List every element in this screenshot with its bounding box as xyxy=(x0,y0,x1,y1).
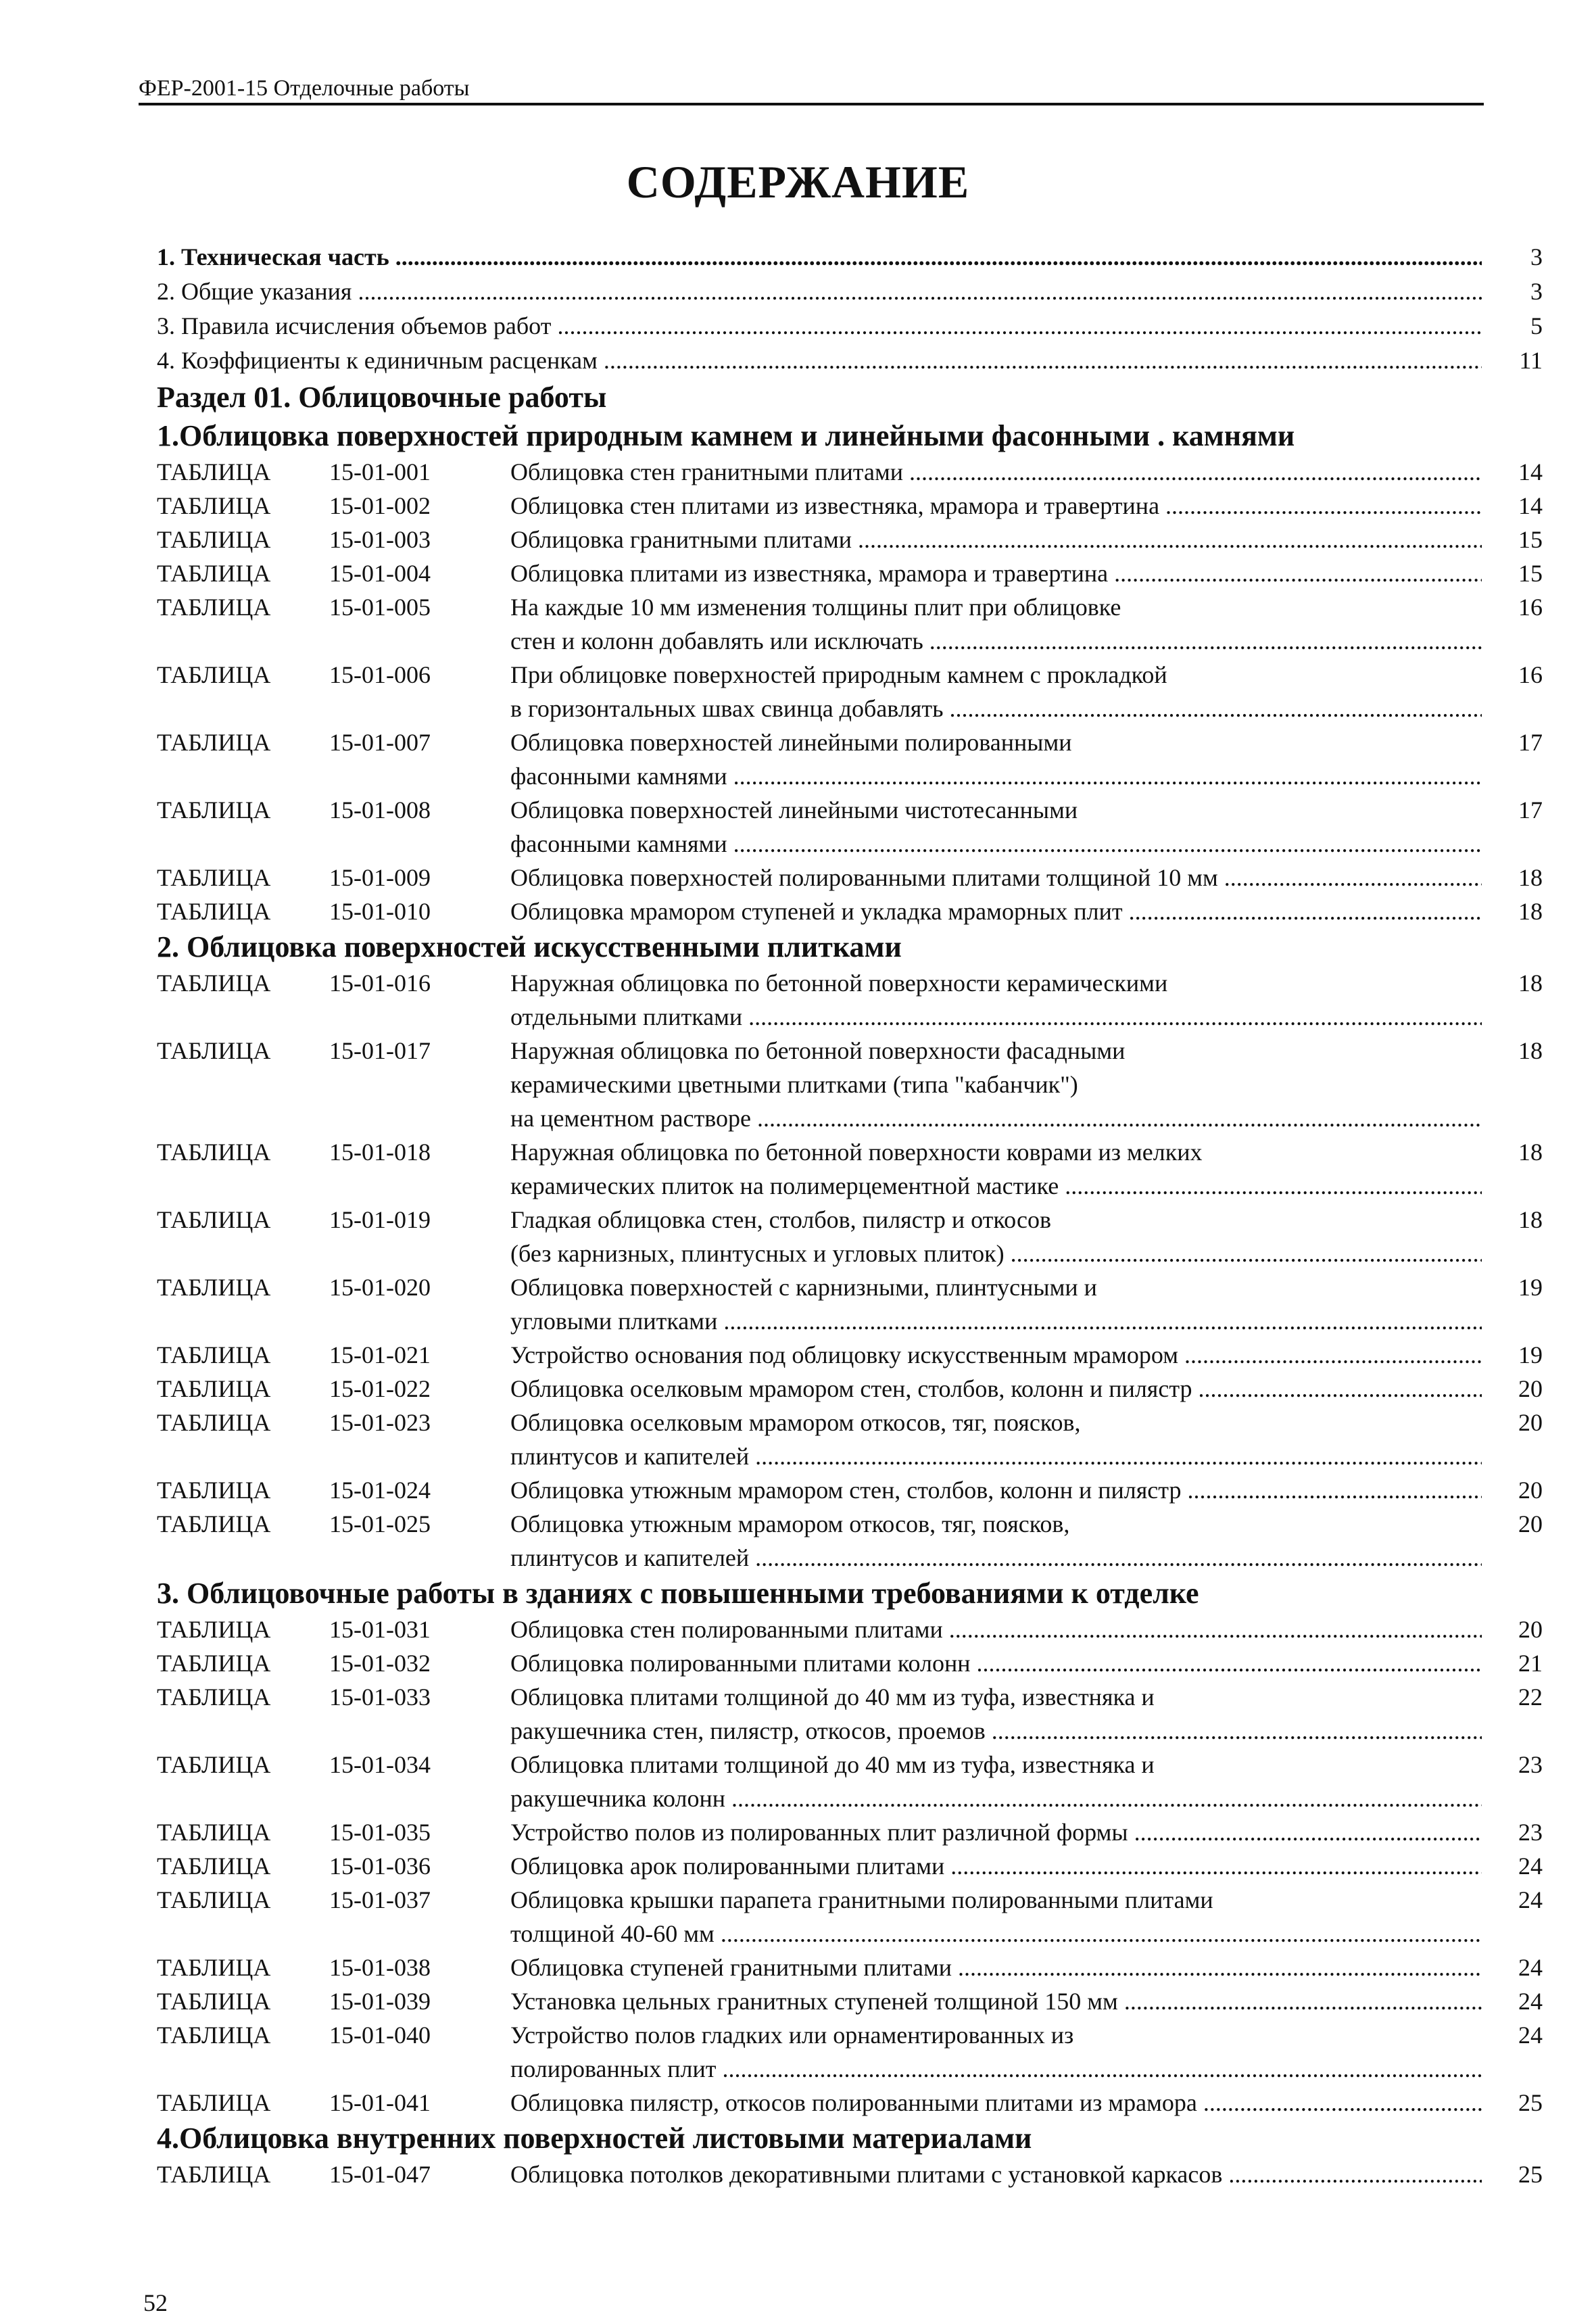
table-page: 23 xyxy=(1518,1819,1543,1846)
table-code: 15-01-003 xyxy=(329,526,431,553)
toc-table-entry[interactable] xyxy=(157,658,1543,725)
toc-table-entry[interactable] xyxy=(157,793,1543,861)
group-heading: 4.Облицовка внутренних поверхностей листовыми материалами xyxy=(157,2122,1032,2155)
table-page: 24 xyxy=(1518,1954,1543,1981)
description-line: Облицовка поверхностей линейными чистотесанными xyxy=(510,796,1078,823)
description-line: ракушечника колонн ..... xyxy=(510,1782,1482,1815)
table-label: ТАБЛИЦА xyxy=(157,2022,271,2049)
running-header: ФЕР-2001-15 Отделочные работы xyxy=(139,76,1484,105)
table-label: ТАБЛИЦА xyxy=(157,2161,271,2188)
description-line: отдельными плитками ..... xyxy=(510,1000,1482,1034)
table-code: 15-01-022 xyxy=(329,1375,431,1402)
table-label: ТАБЛИЦА xyxy=(157,1206,271,1233)
toc-entry-page: 3 xyxy=(1530,278,1543,305)
table-description xyxy=(510,2157,1482,2191)
table-label: ТАБЛИЦА xyxy=(157,1988,271,2015)
description-line: ракушечника стен, пилястр, откосов, проемов ..... xyxy=(510,1714,1482,1748)
group-heading: 1.Облицовка поверхностей природным камнем и линейными фасонными . камнями xyxy=(157,419,1295,452)
table-label: ТАБЛИЦА xyxy=(157,970,271,997)
toc-table-entry[interactable] xyxy=(157,1406,1543,1473)
table-label: ТАБЛИЦА xyxy=(157,1375,271,1402)
table-page: 15 xyxy=(1518,560,1543,587)
description-line: Облицовка утюжным мрамором откосов, тяг, поясков, xyxy=(510,1510,1070,1537)
toc-table-entry[interactable] xyxy=(157,894,1543,928)
table-code: 15-01-007 xyxy=(329,729,431,756)
table-code: 15-01-002 xyxy=(329,492,431,519)
toc-entry-label: 4. Коэффициенты к единичным расценкам ..... xyxy=(157,343,1482,378)
description-line: Облицовка полированными плитами колонн ..... xyxy=(510,1646,1482,1680)
description-line: стен и колонн добавлять или исключать ..... xyxy=(510,624,1482,658)
description-line: Облицовка мрамором ступеней и укладка мраморных плит ..... xyxy=(510,894,1482,928)
toc-entry-page: 5 xyxy=(1530,312,1543,339)
description-line: (без карнизных, плинтусных и угловых плиток) ..... xyxy=(510,1237,1482,1270)
table-description xyxy=(510,1338,1482,1372)
toc-entry-page: 3 xyxy=(1530,243,1543,270)
description-line: Облицовка оселковым мрамором откосов, тяг, поясков, xyxy=(510,1409,1081,1436)
table-code: 15-01-017 xyxy=(329,1037,431,1064)
table-page: 22 xyxy=(1518,1683,1543,1711)
table-page: 15 xyxy=(1518,526,1543,553)
toc-table-entry[interactable] xyxy=(157,1680,1543,1748)
description-line: Устройство полов гладких или орнаментированных из xyxy=(510,2022,1074,2049)
table-page: 16 xyxy=(1518,661,1543,688)
table-page: 17 xyxy=(1518,729,1543,756)
table-page: 18 xyxy=(1518,1139,1543,1166)
table-code: 15-01-041 xyxy=(329,2089,431,2116)
table-page: 18 xyxy=(1518,1206,1543,1233)
table-page: 24 xyxy=(1518,1886,1543,1913)
description-line: фасонными камнями ..... xyxy=(510,759,1482,793)
toc-table-entry[interactable] xyxy=(157,556,1543,590)
table-page: 21 xyxy=(1518,1650,1543,1677)
table-description xyxy=(510,1507,1482,1575)
toc-table-entry[interactable] xyxy=(157,590,1543,658)
description-line: Облицовка утюжным мрамором стен, столбов, колонн и пилястр ..... xyxy=(510,1473,1482,1507)
table-description xyxy=(510,1748,1482,1815)
description-line: Облицовка стен гранитными плитами ..... xyxy=(510,455,1482,489)
toc-table-entry[interactable] xyxy=(157,1473,1543,1507)
description-line: Устройство полов из полированных плит различной формы ..... xyxy=(510,1815,1482,1849)
table-label: ТАБЛИЦА xyxy=(157,1683,271,1711)
table-label: ТАБЛИЦА xyxy=(157,1751,271,1778)
table-code: 15-01-031 xyxy=(329,1616,431,1643)
table-label: ТАБЛИЦА xyxy=(157,864,271,891)
description-line: Установка цельных гранитных ступеней толщиной 150 мм ..... xyxy=(510,1984,1482,2018)
table-label: ТАБЛИЦА xyxy=(157,1954,271,1981)
description-line: Наружная облицовка по бетонной поверхности коврами из мелких xyxy=(510,1139,1203,1166)
table-page: 25 xyxy=(1518,2089,1543,2116)
table-code: 15-01-020 xyxy=(329,1274,431,1301)
toc-table-entry[interactable] xyxy=(157,1135,1543,1203)
toc-entry[interactable] xyxy=(157,240,1543,274)
table-page: 23 xyxy=(1518,1751,1543,1778)
toc-entry-page: 11 xyxy=(1519,347,1543,374)
table-label: ТАБЛИЦА xyxy=(157,560,271,587)
table-page: 20 xyxy=(1518,1510,1543,1537)
toc-table-entry[interactable] xyxy=(157,1338,1543,1372)
table-description xyxy=(510,793,1482,861)
toc-table-entry[interactable] xyxy=(157,1507,1543,1575)
table-description xyxy=(510,1613,1482,1646)
table-code: 15-01-005 xyxy=(329,594,431,621)
table-code: 15-01-009 xyxy=(329,864,431,891)
description-line: Облицовка плитами толщиной до 40 мм из туфа, известняка и xyxy=(510,1683,1155,1711)
description-line: Облицовка плитами из известняка, мрамора и травертина ..... xyxy=(510,556,1482,590)
table-description xyxy=(510,861,1482,894)
description-line: на цементном растворе ..... xyxy=(510,1101,1482,1135)
description-line: На каждые 10 мм изменения толщины плит при облицовке xyxy=(510,594,1121,621)
table-label: ТАБЛИЦА xyxy=(157,1274,271,1301)
toc-table-entry[interactable] xyxy=(157,2157,1543,2191)
toc-table-entry[interactable] xyxy=(157,1646,1543,1680)
description-line: При облицовке поверхностей природным камнем с прокладкой xyxy=(510,661,1167,688)
table-description xyxy=(510,556,1482,590)
table-description xyxy=(510,1135,1482,1203)
toc-table-entry[interactable] xyxy=(157,1203,1543,1270)
table-page: 24 xyxy=(1518,1988,1543,2015)
table-code: 15-01-016 xyxy=(329,970,431,997)
description-line: Облицовка потолков декоративными плитами с установкой каркасов ..... xyxy=(510,2157,1482,2191)
table-page: 18 xyxy=(1518,1037,1543,1064)
table-label: ТАБЛИЦА xyxy=(157,1341,271,1368)
table-code: 15-01-010 xyxy=(329,898,431,925)
table-code: 15-01-001 xyxy=(329,458,431,485)
description-line: полированных плит ..... xyxy=(510,2052,1482,2086)
table-description xyxy=(510,1883,1482,1951)
table-code: 15-01-040 xyxy=(329,2022,431,2049)
description-line: Облицовка стен плитами из известняка, мрамора и травертина ..... xyxy=(510,489,1482,523)
table-page: 19 xyxy=(1518,1274,1543,1301)
table-code: 15-01-047 xyxy=(329,2161,431,2188)
table-label: ТАБЛИЦА xyxy=(157,1477,271,1504)
toc-table-entry[interactable] xyxy=(157,455,1543,489)
section-heading: Раздел 01. Облицовочные работы xyxy=(157,381,607,414)
toc-table-entry[interactable] xyxy=(157,861,1543,894)
table-page: 16 xyxy=(1518,594,1543,621)
table-code: 15-01-038 xyxy=(329,1954,431,1981)
table-description xyxy=(510,894,1482,928)
table-label: ТАБЛИЦА xyxy=(157,729,271,756)
table-page: 20 xyxy=(1518,1477,1543,1504)
page-number: 52 xyxy=(143,2289,168,2316)
description-line: Облицовка ступеней гранитными плитами ..... xyxy=(510,1951,1482,1984)
table-page: 17 xyxy=(1518,796,1543,823)
toc-table-entry[interactable] xyxy=(157,1372,1543,1406)
table-code: 15-01-018 xyxy=(329,1139,431,1166)
table-description xyxy=(510,455,1482,489)
toc-table-entry[interactable] xyxy=(157,1883,1543,1951)
toc-table-entry[interactable] xyxy=(157,1270,1543,1338)
table-description xyxy=(510,1406,1482,1473)
description-line: Облицовка поверхностей полированными плитами толщиной 10 мм ..... xyxy=(510,861,1482,894)
toc-table-entry[interactable] xyxy=(157,1815,1543,1849)
description-line: толщиной 40-60 мм ..... xyxy=(510,1917,1482,1951)
table-description xyxy=(510,2086,1482,2120)
table-page: 25 xyxy=(1518,2161,1543,2188)
table-page: 20 xyxy=(1518,1616,1543,1643)
description-line: Устройство основания под облицовку искусственным мрамором ..... xyxy=(510,1338,1482,1372)
table-code: 15-01-033 xyxy=(329,1683,431,1711)
toc-table-entry[interactable] xyxy=(157,725,1543,793)
table-code: 15-01-034 xyxy=(329,1751,431,1778)
description-line: Облицовка поверхностей с карнизными, плинтусными и xyxy=(510,1274,1097,1301)
table-label: ТАБЛИЦА xyxy=(157,1139,271,1166)
table-code: 15-01-021 xyxy=(329,1341,431,1368)
table-code: 15-01-006 xyxy=(329,661,431,688)
table-code: 15-01-019 xyxy=(329,1206,431,1233)
toc-entry[interactable] xyxy=(157,343,1543,378)
description-line: керамическими цветными плитками (типа "кабанчик") xyxy=(510,1071,1078,1098)
toc-table-entry[interactable] xyxy=(157,1748,1543,1815)
table-description xyxy=(510,1372,1482,1406)
table-description xyxy=(510,1473,1482,1507)
toc-table-entry[interactable] xyxy=(157,523,1543,556)
table-code: 15-01-032 xyxy=(329,1650,431,1677)
description-line: Облицовка плитами толщиной до 40 мм из туфа, известняка и xyxy=(510,1751,1155,1778)
table-description xyxy=(510,1984,1482,2018)
toc-table-entry[interactable] xyxy=(157,1951,1543,1984)
table-label: ТАБЛИЦА xyxy=(157,1409,271,1436)
toc-table-entry[interactable] xyxy=(157,2086,1543,2120)
description-line: Облицовка оселковым мрамором стен, столбов, колонн и пилястр ..... xyxy=(510,1372,1482,1406)
table-description xyxy=(510,1680,1482,1748)
table-label: ТАБЛИЦА xyxy=(157,458,271,485)
description-line: Облицовка поверхностей линейными полированными xyxy=(510,729,1072,756)
table-of-contents xyxy=(157,240,1543,2191)
table-label: ТАБЛИЦА xyxy=(157,1037,271,1064)
table-label: ТАБЛИЦА xyxy=(157,661,271,688)
table-label: ТАБЛИЦА xyxy=(157,1616,271,1643)
table-label: ТАБЛИЦА xyxy=(157,492,271,519)
toc-entry-label: 3. Правила исчисления объемов работ ..... xyxy=(157,309,1482,343)
table-code: 15-01-024 xyxy=(329,1477,431,1504)
toc-table-entry[interactable] xyxy=(157,1034,1543,1135)
description-line: Облицовка гранитными плитами ..... xyxy=(510,523,1482,556)
table-label: ТАБЛИЦА xyxy=(157,1650,271,1677)
description-line: плинтусов и капителей ..... xyxy=(510,1439,1482,1473)
table-code: 15-01-004 xyxy=(329,560,431,587)
table-description xyxy=(510,523,1482,556)
description-line: Облицовка пилястр, откосов полированными плитами из мрамора ..... xyxy=(510,2086,1482,2120)
table-label: ТАБЛИЦА xyxy=(157,526,271,553)
table-page: 14 xyxy=(1518,492,1543,519)
toc-entry-label: 2. Общие указания ..... xyxy=(157,274,1482,309)
table-page: 24 xyxy=(1518,1853,1543,1880)
table-page: 19 xyxy=(1518,1341,1543,1368)
toc-entry-label: 1. Техническая часть ..... xyxy=(157,240,1482,274)
table-code: 15-01-008 xyxy=(329,796,431,823)
description-line: в горизонтальных швах свинца добавлять ..... xyxy=(510,692,1482,725)
table-label: ТАБЛИЦА xyxy=(157,1510,271,1537)
table-description xyxy=(510,1034,1482,1135)
table-label: ТАБЛИЦА xyxy=(157,1819,271,1846)
table-page: 18 xyxy=(1518,970,1543,997)
table-description xyxy=(510,1849,1482,1883)
table-description xyxy=(510,1951,1482,1984)
toc-table-entry[interactable] xyxy=(157,1849,1543,1883)
table-code: 15-01-035 xyxy=(329,1819,431,1846)
description-line: Наружная облицовка по бетонной поверхности фасадными xyxy=(510,1037,1126,1064)
table-description xyxy=(510,1270,1482,1338)
table-description xyxy=(510,590,1482,658)
table-label: ТАБЛИЦА xyxy=(157,898,271,925)
table-description xyxy=(510,2018,1482,2086)
table-code: 15-01-037 xyxy=(329,1886,431,1913)
table-code: 15-01-023 xyxy=(329,1409,431,1436)
table-label: ТАБЛИЦА xyxy=(157,796,271,823)
toc-table-entry[interactable] xyxy=(157,1984,1543,2018)
table-page: 18 xyxy=(1518,864,1543,891)
toc-entry[interactable] xyxy=(157,309,1543,343)
table-description xyxy=(510,658,1482,725)
description-line: Облицовка стен полированными плитами ..... xyxy=(510,1613,1482,1646)
group-heading: 2. Облицовка поверхностей искусственными плитками xyxy=(157,930,902,963)
table-code: 15-01-036 xyxy=(329,1853,431,1880)
table-page: 18 xyxy=(1518,898,1543,925)
toc-entry[interactable] xyxy=(157,274,1543,309)
description-line: Наружная облицовка по бетонной поверхности керамическими xyxy=(510,970,1168,997)
table-page: 14 xyxy=(1518,458,1543,485)
table-label: ТАБЛИЦА xyxy=(157,594,271,621)
description-line: угловыми плитками ..... xyxy=(510,1304,1482,1338)
table-description xyxy=(510,1646,1482,1680)
table-description xyxy=(510,489,1482,523)
table-description xyxy=(510,725,1482,793)
table-page: 24 xyxy=(1518,2022,1543,2049)
group-heading: 3. Облицовочные работы в зданиях с повышенными требованиями к отделке xyxy=(157,1577,1199,1610)
table-code: 15-01-039 xyxy=(329,1988,431,2015)
description-line: плинтусов и капителей ..... xyxy=(510,1541,1482,1575)
table-label: ТАБЛИЦА xyxy=(157,2089,271,2116)
table-code: 15-01-025 xyxy=(329,1510,431,1537)
table-label: ТАБЛИЦА xyxy=(157,1853,271,1880)
table-description xyxy=(510,1203,1482,1270)
page-title: СОДЕРЖАНИЕ xyxy=(626,156,970,208)
table-description xyxy=(510,966,1482,1034)
table-page: 20 xyxy=(1518,1409,1543,1436)
toc-table-entry[interactable] xyxy=(157,489,1543,523)
toc-table-entry[interactable] xyxy=(157,1613,1543,1646)
description-line: керамических плиток на полимерцементной мастике ..... xyxy=(510,1169,1482,1203)
table-page: 20 xyxy=(1518,1375,1543,1402)
table-description xyxy=(510,1815,1482,1849)
description-line: фасонными камнями ..... xyxy=(510,827,1482,861)
toc-table-entry[interactable] xyxy=(157,2018,1543,2086)
toc-table-entry[interactable] xyxy=(157,966,1543,1034)
description-line: Облицовка арок полированными плитами ..... xyxy=(510,1849,1482,1883)
table-label: ТАБЛИЦА xyxy=(157,1886,271,1913)
description-line: Гладкая облицовка стен, столбов, пилястр и откосов xyxy=(510,1206,1051,1233)
description-line: Облицовка крышки парапета гранитными полированными плитами xyxy=(510,1886,1213,1913)
